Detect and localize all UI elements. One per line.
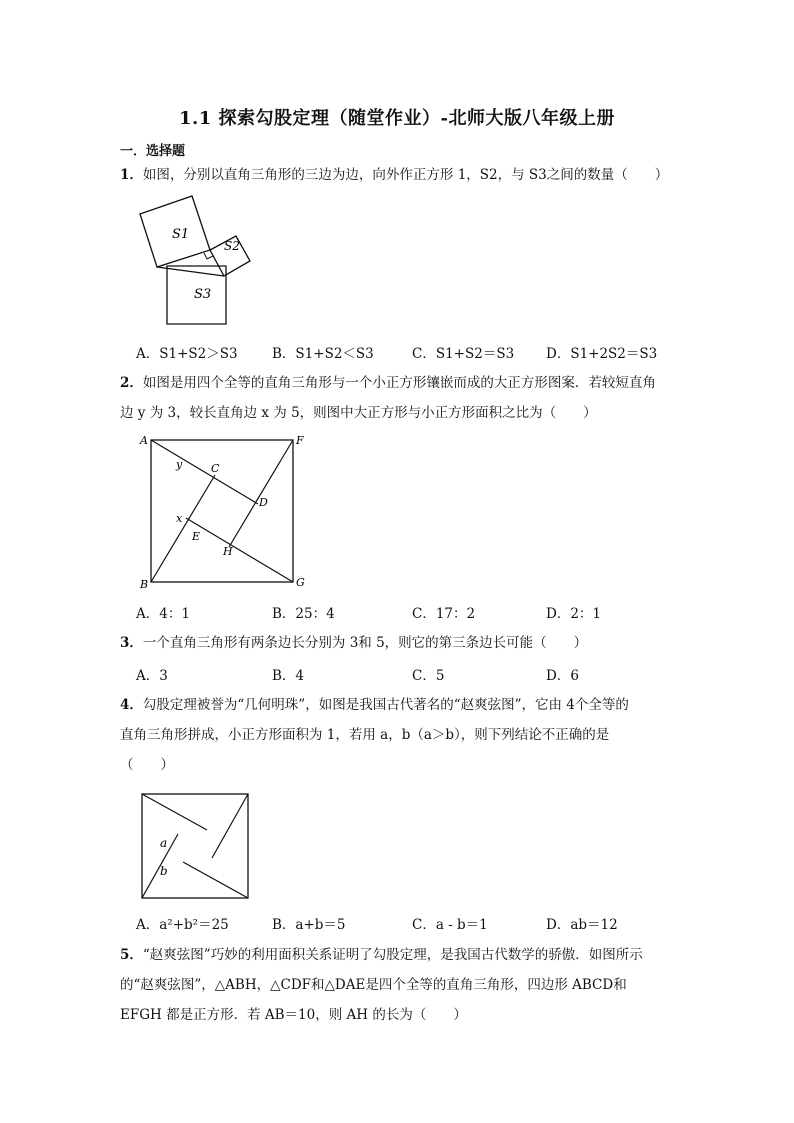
inner-line-2 [212, 794, 248, 858]
label-c: C [211, 462, 220, 475]
figure-pinwheel-square [134, 430, 314, 592]
option-a[interactable]: A．4：1 [136, 606, 190, 622]
line-bc [151, 475, 215, 582]
option-c[interactable]: C．17：2 [412, 606, 476, 622]
big-square [151, 440, 293, 582]
option-b[interactable]: B．25：4 [272, 606, 335, 622]
label-d: D [259, 496, 268, 509]
label-s1: S1 [172, 227, 190, 242]
option-a[interactable]: A．S1+S2＞S3 [136, 346, 238, 362]
question-number: 3． [120, 635, 143, 651]
figure-squares-on-triangle [130, 190, 270, 330]
question-number: 2． [120, 375, 143, 391]
label-s3: S3 [194, 287, 212, 302]
label-b: b [160, 864, 168, 878]
option-b[interactable]: B．a+b＝5 [272, 917, 346, 933]
label-h: H [223, 545, 233, 558]
label-a: a [160, 836, 168, 850]
line-ad [151, 440, 258, 504]
question-3-options [120, 664, 680, 686]
label-f: F [296, 434, 304, 447]
page-title: 1.1 探索勾股定理（随堂作业）-北师大版八年级上册 [178, 108, 616, 129]
line-ge [186, 518, 293, 582]
question-4 [120, 690, 680, 780]
option-c[interactable]: C．S1+S2＝S3 [412, 346, 515, 362]
question-text-line3: （ ） [120, 757, 174, 773]
option-d[interactable]: D．2：1 [546, 606, 602, 622]
inner-line-1 [142, 794, 207, 830]
question-text-line2: 的“赵爽弦图”，△ABH，△CDF和△DAE是四个全等的直角三角形，四边形 ABCD和 [120, 977, 627, 993]
question-text-line1: 如图是用四个全等的直角三角形与一个小正方形镶嵌而成的大正方形图案．若较短直角 [142, 375, 656, 391]
label-s2: S2 [224, 239, 240, 253]
option-b[interactable]: B．4 [272, 668, 305, 684]
label-e: E [192, 530, 201, 543]
question-number: 5． [120, 947, 143, 963]
label-b: B [140, 578, 149, 591]
question-text-line1: “赵爽弦图”巧妙的利用面积关系证明了勾股定理，是我国古代数学的骄傲．如图所示 [142, 947, 643, 963]
option-a[interactable]: A．a²+b²＝25 [136, 917, 229, 933]
inner-line-3 [183, 862, 248, 898]
question-5 [120, 940, 680, 1030]
label-y: y [176, 458, 183, 471]
label-g: G [296, 576, 305, 589]
question-2 [120, 368, 680, 428]
figure-zhao-shuang-chord [138, 790, 254, 902]
outer-square [142, 794, 248, 898]
question-3 [120, 628, 680, 658]
option-d[interactable]: D．ab＝12 [546, 917, 618, 933]
question-2-options [120, 602, 680, 624]
question-number: 4． [120, 697, 143, 713]
option-b[interactable]: B．S1+S2＜S3 [272, 346, 374, 362]
option-a[interactable]: A．3 [136, 668, 168, 684]
section-heading: 一．选择题 [120, 144, 186, 159]
question-text-line2: 边 y 为 3，较长直角边 x 为 5，则图中大正方形与小正方形面积之比为（ ） [120, 405, 597, 421]
question-text-line1: 勾股定理被誉为“几何明珠”，如图是我国古代著名的“赵爽弦图”，它由 4个全等的 [142, 697, 629, 713]
question-text: 如图，分别以直角三角形的三边为边，向外作正方形 1，S2，与 S3之间的数量（ ） [142, 167, 669, 183]
line-fh [229, 440, 293, 547]
question-1 [120, 160, 680, 190]
option-d[interactable]: D．6 [546, 668, 579, 684]
question-text-line2: 直角三角形拼成，小正方形面积为 1，若用 a，b（a＞b），则下列结论不正确的是 [120, 727, 610, 743]
question-text: 一个直角三角形有两条边长分别为 3和 5，则它的第三条边长可能（ ） [142, 635, 588, 651]
question-1-options [120, 342, 680, 364]
label-x: x [176, 512, 183, 525]
question-number: 1． [120, 167, 143, 183]
question-text-line3: EFGH 都是正方形．若 AB＝10，则 AH 的长为（ ） [120, 1007, 467, 1023]
option-c[interactable]: C．5 [412, 668, 445, 684]
option-d[interactable]: D．S1+2S2＝S3 [546, 346, 658, 362]
question-4-options [120, 913, 680, 935]
option-c[interactable]: C．a - b＝1 [412, 917, 488, 933]
label-a: A [140, 434, 148, 447]
